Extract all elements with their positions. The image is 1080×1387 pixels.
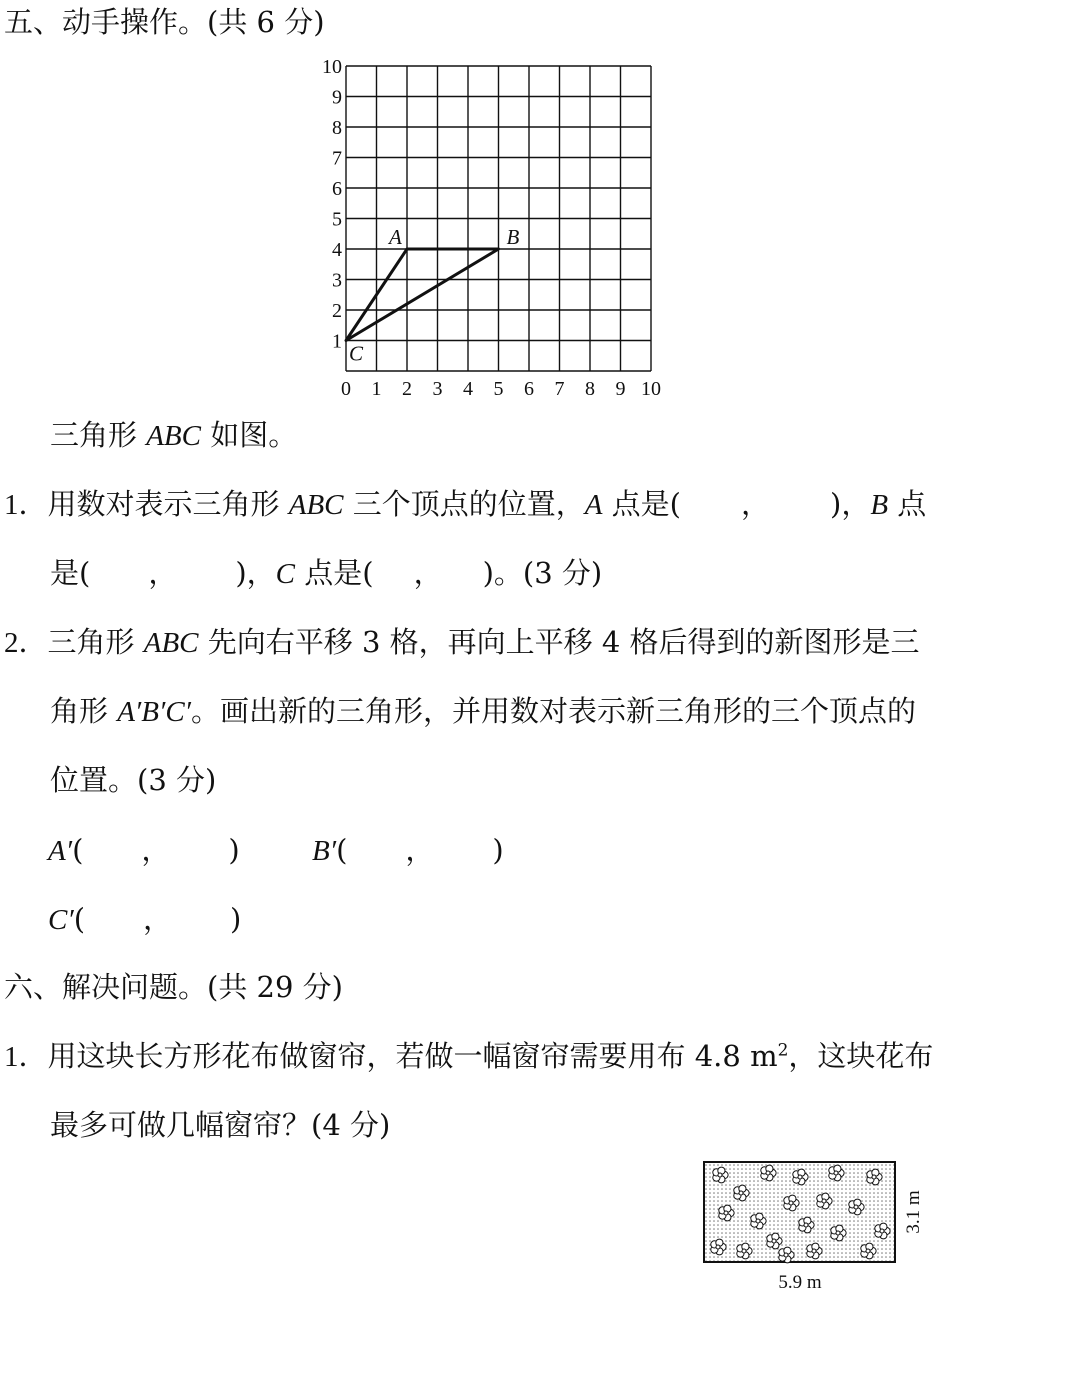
x-tick-label: 6 <box>524 378 534 400</box>
x-tick-label: 4 <box>463 378 473 400</box>
x-tick-label: 10 <box>641 378 661 400</box>
y-tick-label: 9 <box>332 86 342 109</box>
y-tick-label: 5 <box>332 208 342 231</box>
y-tick-label: 10 <box>322 56 342 78</box>
question-5-2-line3: 位置。(3 分) <box>50 763 217 797</box>
x-tick-label: 1 <box>371 378 382 400</box>
flower-cloth-diagram <box>696 1155 936 1300</box>
y-tick-label: 4 <box>332 239 342 261</box>
question-5-1-line1: 1．用数对表示三角形 ABC 三个顶点的位置，A 点是( ， )，B 点 <box>4 487 927 521</box>
point-a-label: A <box>389 225 402 249</box>
coordinate-grid <box>310 52 670 402</box>
grid-lines <box>346 66 651 371</box>
triangle-abc <box>346 249 499 341</box>
answer-c-prime: C′( ， ) <box>48 902 242 936</box>
y-tick-label: 8 <box>332 117 342 139</box>
y-tick-label: 2 <box>332 300 342 322</box>
x-tick-label: 8 <box>585 378 595 400</box>
x-tick-label: 2 <box>402 378 412 400</box>
question-5-1-line2: 是( ， )，C 点是( ， )。(3 分) <box>50 556 603 590</box>
x-tick-label: 3 <box>432 378 443 400</box>
question-5-2-line2: 角形 A′B′C′。画出新的三角形，并用数对表示新三角形的三个顶点的 <box>50 694 917 728</box>
point-b-label: B <box>506 225 520 249</box>
cloth-height-label: 3.1 m <box>903 1190 924 1234</box>
question-5-2-line1: 2．三角形 ABC 先向右平移 3 格，再向上平移 4 格后得到的新图形是三 <box>4 625 920 659</box>
cloth-width-label: 5.9 m <box>778 1272 822 1293</box>
triangle-intro: 三角形 ABC 如图。 <box>50 418 298 452</box>
x-tick-label: 0 <box>341 378 351 400</box>
x-axis-ticks <box>341 378 661 400</box>
x-tick-label: 5 <box>493 378 504 400</box>
y-tick-label: 3 <box>332 269 342 292</box>
x-tick-label: 9 <box>615 378 626 400</box>
x-tick-label: 7 <box>554 378 565 400</box>
question-6-1-line2: 最多可做几幅窗帘？(4 分) <box>50 1108 391 1142</box>
y-tick-label: 1 <box>332 330 342 353</box>
section5-heading: 五、动手操作。(共 6 分) <box>4 5 325 39</box>
question-6-1-line1: 1．用这块长方形花布做窗帘，若做一幅窗帘需要用布 4.8 $m^2$，这块花布 <box>4 1039 934 1073</box>
section6-heading: 六、解决问题。(共 29 分) <box>4 970 343 1004</box>
y-tick-label: 7 <box>332 147 342 170</box>
y-tick-label: 6 <box>332 178 342 200</box>
answer-a-prime: A′( ， ) <box>48 833 240 867</box>
answer-b-prime: B′( ， ) <box>312 833 504 867</box>
y-axis-ticks <box>322 56 342 353</box>
point-c-label: C <box>349 341 364 366</box>
